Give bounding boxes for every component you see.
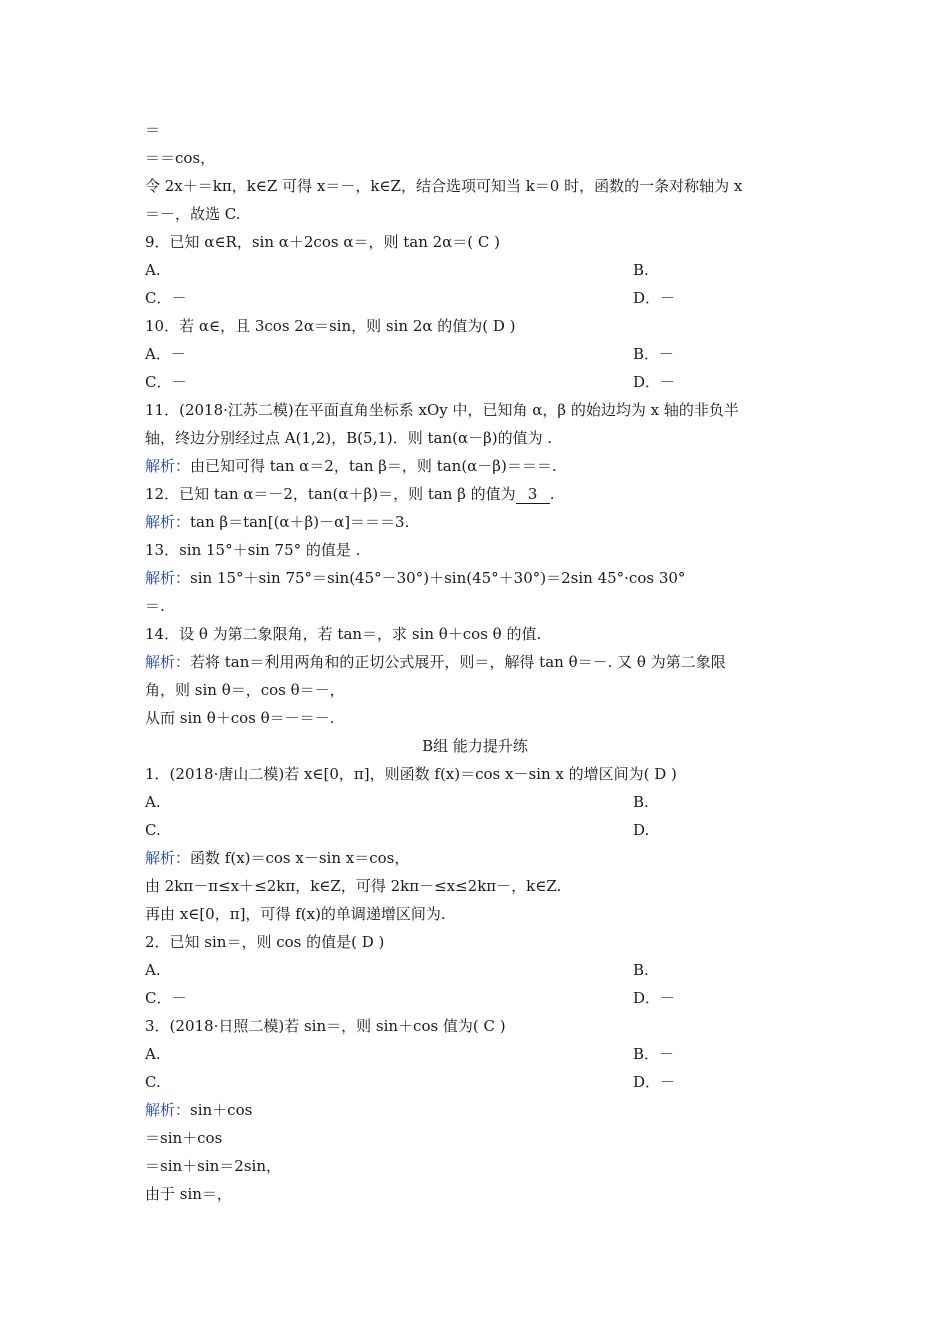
solution-label: 解析： <box>145 513 191 531</box>
question-9: 9．已知 α∈R，sin α＋2cos α＝，则 tan 2α＝( C ) <box>145 233 501 251</box>
solution-line: 解析：sin＋cos <box>145 1101 253 1119</box>
question-13: 13．sin 15°＋sin 75° 的值是 . <box>145 541 361 559</box>
text-line: 角，则 sin θ＝，cos θ＝－， <box>145 681 345 699</box>
text-line: ＝sin＋cos <box>145 1129 223 1147</box>
question-b3: 3．(2018·日照二模)若 sin＝，则 sin＋cos 值为( C ) <box>145 1017 506 1035</box>
option-row: C. D. <box>145 821 650 839</box>
option-row: C．－ D．－ <box>145 373 676 391</box>
option-row: C．－ D．－ <box>145 289 676 307</box>
solution-label: 解析： <box>145 457 191 475</box>
solution-label: 解析： <box>145 1101 191 1119</box>
option-row: A. B. <box>145 261 649 279</box>
solution-line: 解析：tan β＝tan[(α＋β)－α]＝＝＝3. <box>145 513 410 531</box>
solution-label: 解析： <box>145 569 191 587</box>
solution-line: 解析：若将 tan＝利用两角和的正切公式展开，则＝，解得 tan θ＝－. 又 θ 为第二象限 <box>145 653 726 671</box>
answer-blank: 3 <box>516 485 550 504</box>
text-line: 轴，终边分别经过点 A(1,2)，B(5,1)．则 tan(α－β)的值为 . <box>145 429 553 447</box>
option-row: A. B. <box>145 961 649 979</box>
solution-line: 解析：由已知可得 tan α＝2，tan β＝，则 tan(α－β)＝＝＝. <box>145 457 557 475</box>
solution-label: 解析： <box>145 653 191 671</box>
text-line: ＝ <box>145 121 161 139</box>
text-line: ＝sin＋sin＝2sin， <box>145 1157 282 1175</box>
question-12: 12．已知 tan α＝－2，tan(α＋β)＝，则 tan β 的值为 3 . <box>145 485 555 503</box>
text-line: ＝. <box>145 597 165 615</box>
question-b2: 2．已知 sin＝，则 cos 的值是( D ) <box>145 933 385 951</box>
text-line: 再由 x∈[0，π]，可得 f(x)的单调递增区间为. <box>145 905 446 923</box>
question-14: 14．设 θ 为第二象限角，若 tan＝，求 sin θ＋cos θ 的值. <box>145 625 542 643</box>
solution-line: 解析：函数 f(x)＝cos x－sin x＝cos， <box>145 849 410 867</box>
option-row: C．－ D．－ <box>145 989 676 1007</box>
option-row: A. B. <box>145 793 649 811</box>
option-row: A．－ B．－ <box>145 345 675 363</box>
text-line: ＝＝cos， <box>145 149 216 167</box>
question-b1: 1．(2018·唐山二模)若 x∈[0，π]，则函数 f(x)＝cos x－sin x 的增区间为( D ) <box>145 765 677 783</box>
solution-line: 解析：sin 15°＋sin 75°＝sin(45°－30°)＋sin(45°＋30°)＝2sin 45°·cos 30° <box>145 569 686 587</box>
option-row: A. B．－ <box>145 1045 675 1063</box>
text-line: 由 2kπ－π≤x＋≤2kπ，k∈Z，可得 2kπ－≤x≤2kπ－，k∈Z. <box>145 877 562 895</box>
question-10: 10．若 α∈，且 3cos 2α＝sin，则 sin 2α 的值为( D ) <box>145 317 516 335</box>
text-line: 从而 sin θ＋cos θ＝－＝－. <box>145 709 335 727</box>
text-line: ＝－，故选 C. <box>145 205 241 223</box>
text-line: 令 2x＋＝kπ，k∈Z 可得 x＝－，k∈Z，结合选项可知当 k＝0 时，函数的一条对称轴为 x <box>145 177 743 195</box>
text-line: 由于 sin＝， <box>145 1185 232 1203</box>
option-row: C. D．－ <box>145 1073 676 1091</box>
question-11: 11．(2018·江苏二模)在平面直角坐标系 xOy 中，已知角 α，β 的始边均为 x 轴的非负半 <box>145 401 739 419</box>
solution-label: 解析： <box>145 849 191 867</box>
section-heading: B组 能力提升练 <box>422 737 528 755</box>
